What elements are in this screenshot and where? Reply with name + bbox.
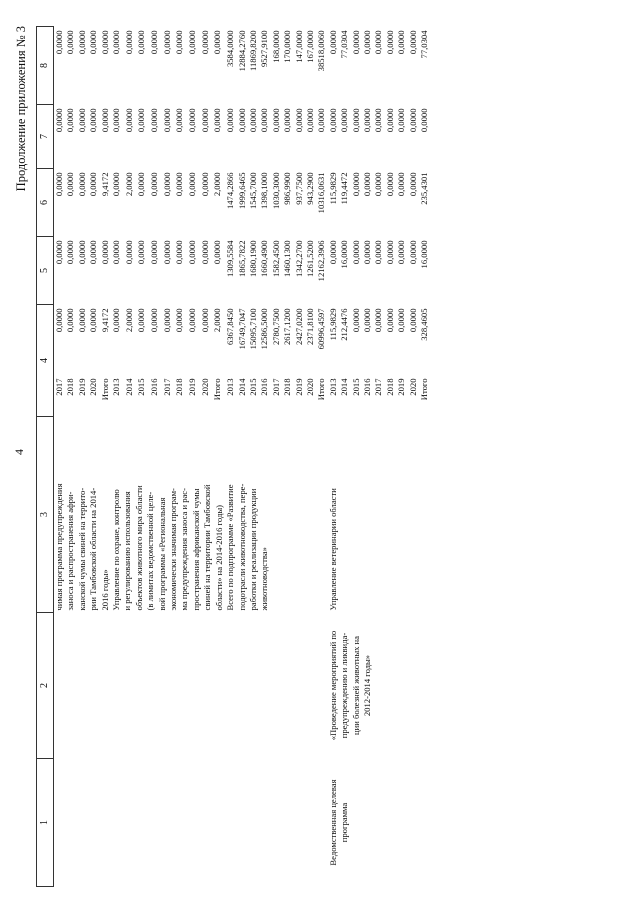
cell-col7: 0,0000 — [76, 108, 87, 133]
cell-col6: 0,0000 — [187, 172, 198, 197]
text-line: вой программы «Региональная — [156, 497, 167, 611]
cell-col4: 0,0000 — [373, 308, 384, 333]
cell-col7: 0,0000 — [350, 108, 361, 133]
text-line: Ведомственная целевая — [327, 779, 338, 866]
text-line: ции болезней животных на — [350, 636, 361, 735]
cell-col4: 0,0000 — [88, 308, 99, 333]
cell-col8: 0,0000 — [199, 30, 210, 55]
cell-year: 2018 — [282, 378, 293, 396]
text-line: (в лимитах ведомственной целе- — [145, 491, 156, 611]
cell-col7: 0,0000 — [373, 108, 384, 133]
cell-col5: 0,0000 — [88, 240, 99, 265]
cell-year: 2017 — [373, 378, 384, 396]
cell-year: 2019 — [187, 378, 198, 396]
cell-col7: 0,0000 — [111, 108, 122, 133]
cell-col7: 0,0000 — [149, 108, 160, 133]
text-line: 2016 годы» — [99, 569, 110, 611]
cell-col4: 0,0000 — [111, 308, 122, 333]
cell-col6: 0,0000 — [161, 172, 172, 197]
cell-year: 2013 — [225, 378, 236, 396]
cell-col6: 943,2900 — [304, 172, 315, 205]
cell-year: Итого — [419, 378, 429, 401]
cell-col1 — [328, 759, 431, 887]
cell-col7: 0,0000 — [88, 108, 99, 133]
cell-year: 2019 — [76, 378, 87, 396]
cell-year: Итого — [212, 378, 223, 401]
table-row — [328, 27, 339, 887]
cell-col7: 0,0000 — [396, 108, 407, 133]
cell-col4: 0,0000 — [149, 308, 160, 333]
cell-col8: 147,0000 — [293, 30, 304, 63]
cell-col3 — [328, 417, 431, 613]
cell-col6: 0,0000 — [149, 172, 160, 197]
cell-col6: 0,0000 — [384, 172, 395, 197]
cell-col7: 0,0000 — [327, 108, 338, 133]
cell-col4: 0,0000 — [65, 308, 76, 333]
cell-year: Итого — [99, 378, 110, 401]
cell-col8: 0,0000 — [384, 30, 395, 55]
cell-col6: 1474,2866 — [225, 172, 236, 210]
text-line: рии Тамбовской области на 2014- — [88, 487, 99, 611]
cell-year: 2017 — [270, 378, 281, 396]
cell-col8: 0,0000 — [212, 30, 223, 55]
cell-col1 — [111, 759, 225, 887]
cell-col5: 0,0000 — [174, 240, 185, 265]
cell-col3 — [111, 417, 225, 613]
cell-col5: 1309,5584 — [225, 240, 236, 278]
cell-col4: 2,0000 — [123, 308, 134, 333]
cell-col4: 0,0000 — [161, 308, 172, 333]
cell-col4: 2371,8100 — [304, 308, 315, 346]
cell-col4: 0,0000 — [174, 308, 185, 333]
cell-col6: 235,4301 — [419, 172, 429, 205]
cell-col8: 3584,0000 — [225, 30, 236, 68]
cell-col6: 0,0000 — [76, 172, 87, 197]
cell-year: 2020 — [407, 378, 418, 396]
cell-col8: 168,0000 — [270, 30, 281, 63]
cell-col8: 0,0000 — [161, 30, 172, 55]
cell-year: 2018 — [384, 378, 395, 396]
cell-col4: 2,0000 — [212, 308, 223, 333]
cell-col7: 0,0000 — [65, 108, 76, 133]
cell-col7: 0,0000 — [407, 108, 418, 133]
cell-col5: 0,0000 — [111, 240, 122, 265]
cell-col5: 0,0000 — [99, 240, 110, 265]
cell-year: 2018 — [174, 378, 185, 396]
cell-col4: 6367,8450 — [225, 308, 236, 346]
cell-col4: 9,4172 — [99, 308, 110, 333]
text-line: животноводства» — [259, 547, 270, 611]
cell-year: 2015 — [247, 378, 258, 396]
cell-col4: 0,0000 — [187, 308, 198, 333]
cell-col4: 0,0000 — [384, 308, 395, 333]
cell-col1 — [54, 759, 112, 887]
cell-col2 — [54, 613, 112, 759]
cell-col7: 0,0000 — [247, 108, 258, 133]
cell-col8: 0,0000 — [373, 30, 384, 55]
cell-col2 — [225, 613, 328, 759]
cell-col4: 328,4605 — [419, 308, 429, 341]
text-line: предупреждению и ликвида- — [339, 632, 350, 739]
cell-year: 2017 — [161, 378, 172, 396]
cell-col8: 0,0000 — [65, 30, 76, 55]
cell-col7: 0,0000 — [123, 108, 134, 133]
cell-col6: 9,4172 — [99, 172, 110, 197]
cell-col8: 38518,0060 — [316, 30, 327, 72]
cell-col8: 0,0000 — [136, 30, 147, 55]
page-number: 4 — [12, 449, 26, 455]
cell-year: 2020 — [199, 378, 210, 396]
cell-col8: 0,0000 — [174, 30, 185, 55]
cell-col6: 0,0000 — [396, 172, 407, 197]
cell-col5: 1261,5200 — [304, 240, 315, 278]
cell-col4: 0,0000 — [54, 308, 64, 333]
text-line: Управление ветеринарии области — [327, 488, 338, 611]
text-line: и регулированию использования — [122, 491, 133, 611]
cell-year: 2016 — [361, 378, 372, 396]
cell-col2 — [328, 613, 431, 759]
cell-col8: 0,0000 — [350, 30, 361, 55]
text-line: ма предупреждения заноса и рас- — [179, 488, 190, 611]
table-row — [54, 27, 66, 887]
cell-col4: 2780,7500 — [270, 308, 281, 346]
text-line: пространения африканской чумы — [190, 488, 201, 611]
cell-col5: 16,0000 — [419, 240, 429, 269]
cell-col8: 167,0000 — [304, 30, 315, 63]
cell-col5: 0,0000 — [396, 240, 407, 265]
cell-col5: 1865,7822 — [236, 240, 247, 278]
header-col-5: 5 — [37, 237, 54, 305]
cell-col6: 2,0000 — [212, 172, 223, 197]
cell-col8: 0,0000 — [396, 30, 407, 55]
cell-col3 — [225, 417, 328, 613]
cell-year: 2019 — [293, 378, 304, 396]
cell-col4: 15095,7100 — [247, 308, 258, 350]
cell-col5: 0,0000 — [54, 240, 64, 265]
header-col-1: 1 — [37, 759, 54, 887]
cell-col4: 0,0000 — [407, 308, 418, 333]
cell-col7: 0,0000 — [161, 108, 172, 133]
table-row — [111, 27, 124, 887]
cell-col7: 0,0000 — [99, 108, 110, 133]
header-col-6: 6 — [37, 169, 54, 237]
table-body — [54, 27, 431, 887]
cell-col8: 0,0000 — [187, 30, 198, 55]
text-line: работки и реализации продукции — [247, 488, 258, 611]
text-line: свиней на территории Тамбовской — [202, 484, 213, 611]
cell-col6: 115,9829 — [327, 172, 338, 205]
text-line: Всего по подпрограмме «Развитие — [225, 484, 236, 611]
cell-col4: 12586,5000 — [259, 308, 270, 350]
budget-table — [36, 26, 430, 887]
text-line: программа — [339, 802, 350, 843]
cell-year: 2014 — [123, 378, 134, 396]
cell-year: Итого — [316, 378, 327, 401]
cell-col8: 0,0000 — [327, 30, 338, 55]
cell-col6: 2,0000 — [123, 172, 134, 197]
cell-col7: 0,0000 — [236, 108, 247, 133]
cell-col5: 1582,4500 — [270, 240, 281, 278]
cell-col7: 0,0000 — [282, 108, 293, 133]
cell-col6: 0,0000 — [407, 172, 418, 197]
cell-col7: 0,0000 — [136, 108, 147, 133]
cell-col5: 0,0000 — [161, 240, 172, 265]
cell-col6: 1398,1000 — [259, 172, 270, 210]
cell-col6: 937,7500 — [293, 172, 304, 205]
cell-col8: 77,0304 — [419, 30, 429, 59]
cell-col5: 0,0000 — [76, 240, 87, 265]
cell-col7: 0,0000 — [384, 108, 395, 133]
cell-col7: 0,0000 — [270, 108, 281, 133]
cell-year: 2014 — [236, 378, 247, 396]
cell-col5: 0,0000 — [187, 240, 198, 265]
cell-col4: 60996,4597 — [316, 308, 327, 350]
cell-col6: 0,0000 — [361, 172, 372, 197]
cell-year: 2015 — [350, 378, 361, 396]
cell-col6: 0,0000 — [199, 172, 210, 197]
cell-col5: 0,0000 — [65, 240, 76, 265]
cell-col7: 0,0000 — [225, 108, 236, 133]
cell-col4: 2427,0200 — [293, 308, 304, 346]
cell-col7: 0,0000 — [212, 108, 223, 133]
cell-col5: 0,0000 — [407, 240, 418, 265]
cell-col8: 9527,9100 — [259, 30, 270, 68]
cell-col5: 0,0000 — [361, 240, 372, 265]
cell-col6: 0,0000 — [350, 172, 361, 197]
cell-col7: 0,0000 — [187, 108, 198, 133]
cell-col6: 1030,3000 — [270, 172, 281, 210]
cell-col7: 0,0000 — [199, 108, 210, 133]
cell-col4: 0,0000 — [350, 308, 361, 333]
continuation-title: Продолжение приложения № 3 — [14, 26, 28, 192]
cell-col6: 119,4472 — [339, 172, 350, 205]
cell-col8: 77,0304 — [339, 30, 350, 59]
cell-col4: 212,4476 — [339, 308, 350, 341]
cell-col6: 0,0000 — [174, 172, 185, 197]
text-line: объектов животного мира области — [133, 485, 144, 611]
cell-col4: 0,0000 — [361, 308, 372, 333]
cell-col4: 115,9829 — [327, 308, 338, 341]
cell-col8: 0,0000 — [99, 30, 110, 55]
cell-col7: 0,0000 — [293, 108, 304, 133]
cell-col7: 0,0000 — [174, 108, 185, 133]
header-row — [37, 27, 54, 887]
text-line: заноса и распространения афри- — [65, 491, 76, 611]
cell-col6: 10316,0631 — [316, 172, 327, 214]
cell-col8: 12884,2760 — [236, 30, 247, 72]
cell-col5: 1660,4900 — [259, 240, 270, 278]
cell-year: 2016 — [149, 378, 160, 396]
cell-col6: 0,0000 — [373, 172, 384, 197]
cell-col8: 0,0000 — [54, 30, 64, 55]
cell-year: 2020 — [88, 378, 99, 396]
cell-col7: 0,0000 — [54, 108, 64, 133]
cell-col5: 0,0000 — [136, 240, 147, 265]
table-row — [225, 27, 236, 887]
cell-col7: 0,0000 — [339, 108, 350, 133]
cell-col8: 0,0000 — [407, 30, 418, 55]
cell-col5: 0,0000 — [149, 240, 160, 265]
cell-year: 2017 — [54, 378, 64, 396]
cell-col5: 1460,1300 — [282, 240, 293, 278]
cell-col8: 0,0000 — [111, 30, 122, 55]
cell-col1 — [225, 759, 328, 887]
cell-year: 2013 — [327, 378, 338, 396]
cell-col5: 0,0000 — [384, 240, 395, 265]
cell-col7: 0,0000 — [304, 108, 315, 133]
cell-col4: 2617,1200 — [282, 308, 293, 346]
cell-col5: 0,0000 — [373, 240, 384, 265]
cell-col7: 0,0000 — [361, 108, 372, 133]
cell-col5: 1680,1900 — [247, 240, 258, 278]
text-line: Управление по охране, контролю — [111, 489, 122, 611]
cell-col6: 0,0000 — [65, 172, 76, 197]
cell-col8: 0,0000 — [88, 30, 99, 55]
cell-col4: 0,0000 — [396, 308, 407, 333]
cell-col6: 0,0000 — [54, 172, 64, 197]
cell-col8: 0,0000 — [361, 30, 372, 55]
text-line: области» на 2014-2016 годы) — [213, 505, 224, 611]
cell-col3 — [54, 417, 112, 613]
cell-year: 2018 — [65, 378, 76, 396]
cell-col6: 0,0000 — [136, 172, 147, 197]
cell-col4: 0,0000 — [76, 308, 87, 333]
cell-year: 2016 — [259, 378, 270, 396]
cell-year: 2013 — [111, 378, 122, 396]
cell-col6: 0,0000 — [88, 172, 99, 197]
cell-col5: 12162,3906 — [316, 240, 327, 282]
cell-col4: 16749,7047 — [236, 308, 247, 350]
text-line: канской чумы свиней на террито- — [76, 487, 87, 611]
header-col-4: 4 — [37, 305, 54, 417]
cell-col5: 0,0000 — [212, 240, 223, 265]
cell-col5: 0,0000 — [327, 240, 338, 265]
text-line: экономически значимая програм- — [168, 488, 179, 611]
cell-col6: 1545,7000 — [247, 172, 258, 210]
text-line: «Проведение мероприятий по — [327, 630, 338, 741]
cell-col5: 16,0000 — [339, 240, 350, 269]
cell-col7: 0,0000 — [419, 108, 429, 133]
header-col-7: 7 — [37, 105, 54, 169]
cell-col5: 0,0000 — [123, 240, 134, 265]
header-col-8: 8 — [37, 27, 54, 105]
cell-col8: 170,0000 — [282, 30, 293, 63]
cell-col8: 0,0000 — [149, 30, 160, 55]
cell-col6: 1999,6465 — [236, 172, 247, 210]
text-line: чимая программа предупреждения — [54, 483, 64, 611]
cell-col4: 0,0000 — [199, 308, 210, 333]
cell-col4: 0,0000 — [136, 308, 147, 333]
text-line: подотрасли животноводства, пере- — [236, 483, 247, 611]
cell-year: 2014 — [339, 378, 350, 396]
cell-col2 — [111, 613, 225, 759]
cell-col5: 0,0000 — [350, 240, 361, 265]
cell-col8: 0,0000 — [76, 30, 87, 55]
cell-col8: 0,0000 — [123, 30, 134, 55]
cell-col5: 1342,2700 — [293, 240, 304, 278]
cell-year: 2020 — [304, 378, 315, 396]
header-col-3: 3 — [37, 417, 54, 613]
cell-col7: 0,0000 — [316, 108, 327, 133]
cell-col6: 986,9900 — [282, 172, 293, 205]
text-line: 2012-2014 годы» — [361, 654, 372, 717]
cell-col5: 0,0000 — [199, 240, 210, 265]
cell-col8: 11869,8200 — [247, 30, 258, 72]
cell-col6: 0,0000 — [111, 172, 122, 197]
header-col-2: 2 — [37, 613, 54, 759]
cell-col7: 0,0000 — [259, 108, 270, 133]
cell-year: 2019 — [396, 378, 407, 396]
cell-year: 2015 — [136, 378, 147, 396]
